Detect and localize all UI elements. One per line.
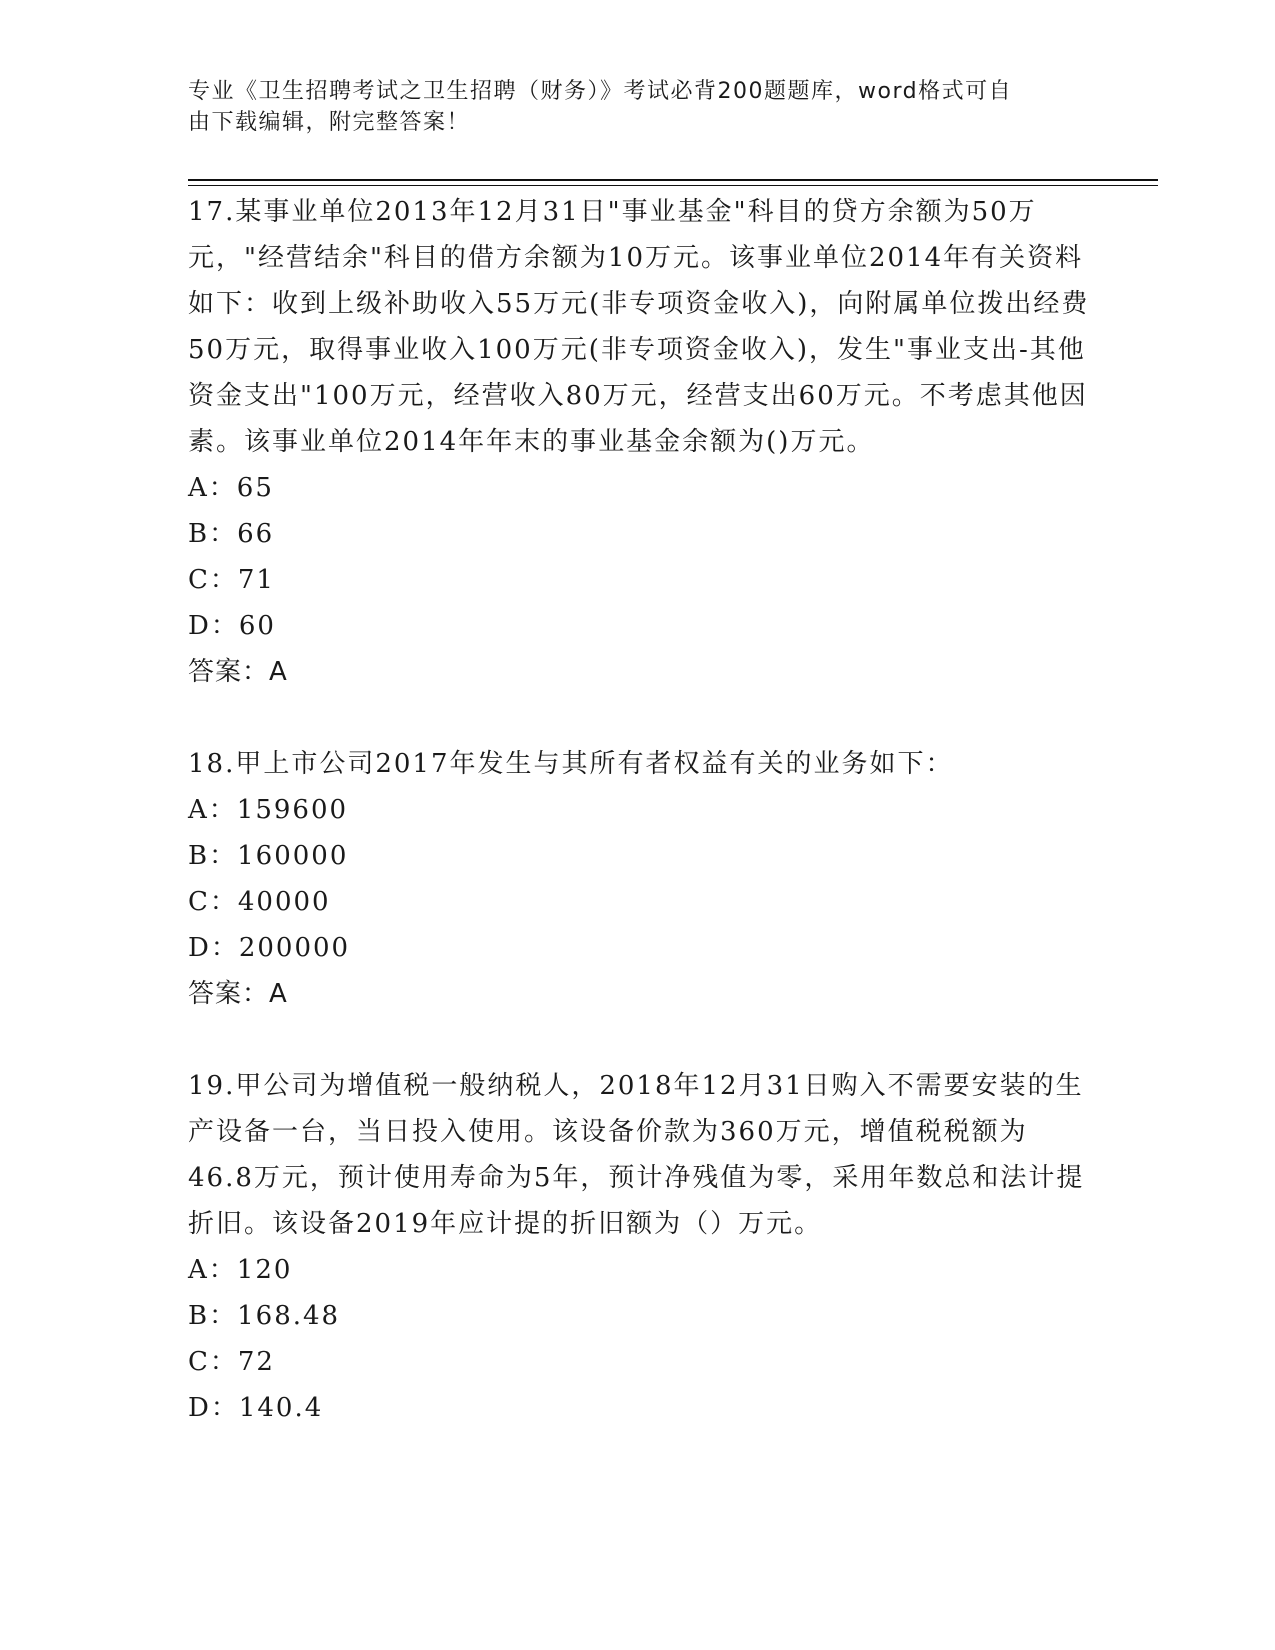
answer-line: 答案：A: [188, 657, 288, 687]
header-divider-thick: [188, 179, 1158, 181]
question-list: [188, 189, 1093, 1431]
header-line-2: 由下载编辑，附完整答案！: [188, 110, 471, 135]
option-a: A：65: [188, 473, 274, 503]
question-text: 18.甲上市公司2017年发生与其所有者权益有关的业务如下：: [188, 749, 954, 779]
option-a: A：159600: [188, 795, 349, 825]
option-a: A：120: [188, 1255, 293, 1285]
header-line-1: 专业《卫生招聘考试之卫生招聘（财务）》考试必背200题题库，word格式可自: [188, 79, 1013, 104]
question-text: 17.某事业单位2013年12月31日"事业基金"科目的贷方余额为50万元，"经营结余"科目的借方余额为10万元。该事业单位2014年有关资料如下：收到上级补助收入55万元(非专项资金收入)，向附属单位拨出经费50万元，取得事业收入100万元(非专项资金收入)，发生"事业支出-其他资金支出"100万元，经营收入80万元，经营支出60万元。不考虑其他因素。该事业单位2014年年末的事业基金余额为()万元。: [188, 197, 1090, 457]
question-17: [188, 189, 1093, 695]
question-19: [188, 1063, 1093, 1431]
option-c: C：40000: [188, 887, 331, 917]
option-b: B：160000: [188, 841, 349, 871]
document-header: [188, 76, 1068, 138]
question-text: 19.甲公司为增值税一般纳税人，2018年12月31日购入不需要安装的生产设备一台，当日投入使用。该设备价款为360万元，增值税税额为46.8万元，预计使用寿命为5年，预计净残值为零，采用年数总和法计提折旧。该设备2019年应计提的折旧额为（）万元。: [188, 1071, 1085, 1239]
answer-line: 答案：A: [188, 979, 288, 1009]
header-divider-thin: [188, 185, 1158, 186]
option-d: D：140.4: [188, 1393, 324, 1423]
option-c: C：72: [188, 1347, 275, 1377]
question-18: [188, 741, 1093, 1017]
option-c: C：71: [188, 565, 275, 595]
option-b: B：66: [188, 519, 275, 549]
option-b: B：168.48: [188, 1301, 341, 1331]
option-d: D：60: [188, 611, 276, 641]
option-d: D：200000: [188, 933, 351, 963]
question-spacer: [188, 1017, 1093, 1063]
question-spacer: [188, 695, 1093, 741]
